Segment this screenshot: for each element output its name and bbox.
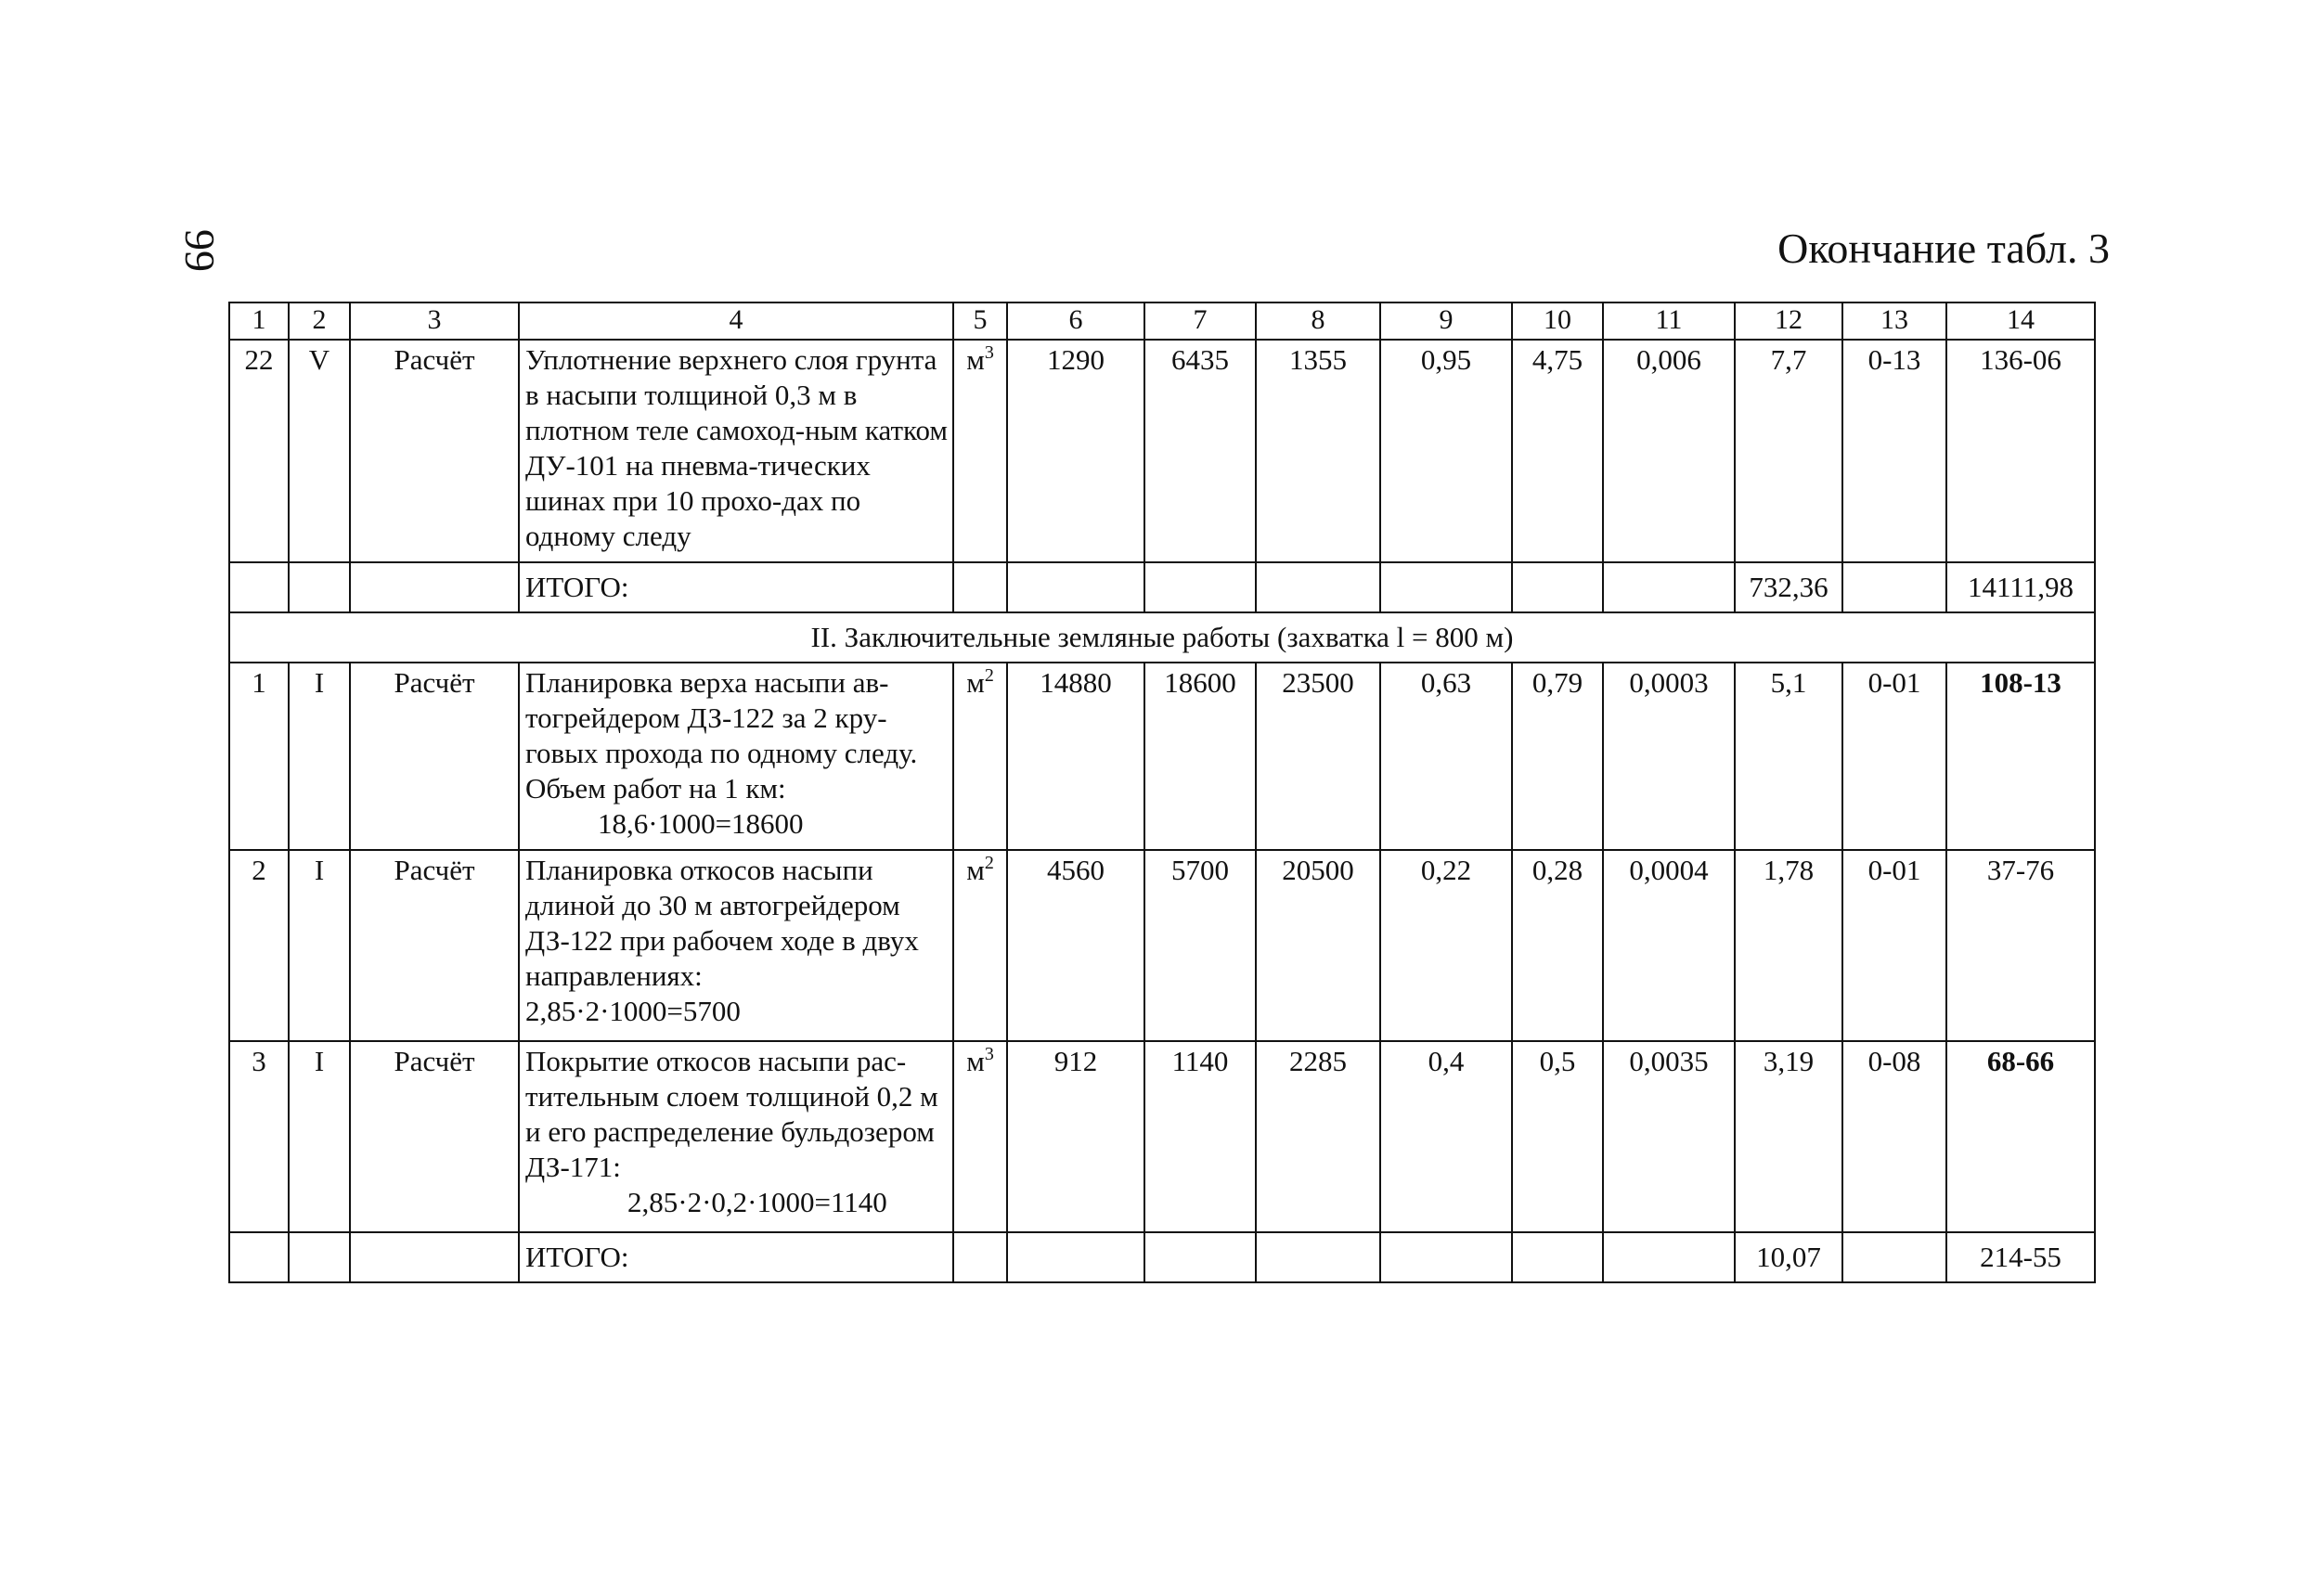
value-cell: 0,006 [1603, 340, 1735, 562]
work-description [519, 340, 953, 562]
total-value: 214-55 [1946, 1232, 2095, 1282]
value-cell: 0,79 [1512, 663, 1603, 850]
row-number: 22 [229, 340, 289, 562]
value-cell: 0-01 [1842, 663, 1946, 850]
total-value: 14111,98 [1946, 562, 2095, 612]
header-cell: 13 [1842, 302, 1946, 340]
unit-text: м [966, 343, 985, 376]
category-cell: I [289, 663, 350, 850]
value-cell: 0,0035 [1603, 1041, 1735, 1232]
value-cell: 0-08 [1842, 1041, 1946, 1232]
value-cell: 23500 [1256, 663, 1380, 850]
total-value: 732,36 [1735, 562, 1842, 612]
value-cell: 0,0003 [1603, 663, 1735, 850]
header-cell: 4 [519, 302, 953, 340]
description-text: Планировка откосов насыпи длиной до 30 м автогрейдером ДЗ-122 при рабочем ходе в двух направлениях: [525, 854, 919, 992]
value-cell: 5,1 [1735, 663, 1842, 850]
row-number: 2 [229, 850, 289, 1041]
page-number: 99 [176, 229, 224, 272]
value-cell: 0-01 [1842, 850, 1946, 1041]
unit-text: м [966, 1045, 985, 1077]
value-cell: 0,0004 [1603, 850, 1735, 1041]
value-cell: 1140 [1144, 1041, 1256, 1232]
header-cell: 9 [1380, 302, 1512, 340]
value-cell: 0-13 [1842, 340, 1946, 562]
category-cell: I [289, 850, 350, 1041]
table-row [229, 1041, 2095, 1232]
category-cell: V [289, 340, 350, 562]
header-cell: 12 [1735, 302, 1842, 340]
work-description [519, 1041, 953, 1232]
estimate-table [228, 302, 2096, 1283]
total-row [229, 1232, 2095, 1282]
value-cell: 0,63 [1380, 663, 1512, 850]
total-label: ИТОГО: [519, 1232, 953, 1282]
value-cell: 136-06 [1946, 340, 2095, 562]
table-row [229, 663, 2095, 850]
description-text: Уплотнение верхнего слоя грунта в насыпи толщиной 0,3 м в плотном теле самоход-ным катком ДУ-101 на пневма-тических шинах при 10 прохо-дах по одному следу [525, 343, 949, 552]
work-description [519, 663, 953, 850]
value-cell: 6435 [1144, 340, 1256, 562]
volume-formula: 2,85·2·1000=5700 [525, 995, 741, 1027]
value-cell: 0,5 [1512, 1041, 1603, 1232]
unit-cell [953, 1041, 1007, 1232]
row-number: 3 [229, 1041, 289, 1232]
unit-text: м [966, 666, 985, 699]
row-number: 1 [229, 663, 289, 850]
value-cell: 108-13 [1946, 663, 2095, 850]
header-cell: 8 [1256, 302, 1380, 340]
value-cell: 0,95 [1380, 340, 1512, 562]
total-row [229, 562, 2095, 612]
table-row [229, 340, 2095, 562]
description-text: Покрытие откосов насыпи рас-тительным слоем толщиной 0,2 м и его распределение бульдозером ДЗ-171: [525, 1045, 938, 1183]
header-cell: 10 [1512, 302, 1603, 340]
header-cell: 6 [1007, 302, 1144, 340]
unit-exponent: 2 [984, 665, 994, 686]
basis-cell: Расчёт [350, 1041, 519, 1232]
table-row [229, 850, 2095, 1041]
section-title-row [229, 612, 2095, 663]
value-cell: 0,4 [1380, 1041, 1512, 1232]
unit-exponent: 2 [984, 853, 994, 873]
value-cell: 4560 [1007, 850, 1144, 1041]
section-title: II. Заключительные земляные работы (захватка l = 800 м) [229, 612, 2095, 663]
unit-cell [953, 663, 1007, 850]
value-cell: 18600 [1144, 663, 1256, 850]
value-cell: 5700 [1144, 850, 1256, 1041]
header-cell: 2 [289, 302, 350, 340]
value-cell: 3,19 [1735, 1041, 1842, 1232]
value-cell: 37-76 [1946, 850, 2095, 1041]
value-cell: 14880 [1007, 663, 1144, 850]
value-cell: 20500 [1256, 850, 1380, 1041]
basis-cell: Расчёт [350, 663, 519, 850]
header-row [229, 302, 2095, 340]
basis-cell: Расчёт [350, 850, 519, 1041]
unit-exponent: 3 [984, 1044, 994, 1064]
header-cell: 14 [1946, 302, 2095, 340]
value-cell: 4,75 [1512, 340, 1603, 562]
unit-exponent: 3 [984, 342, 994, 363]
value-cell: 1,78 [1735, 850, 1842, 1041]
unit-cell [953, 850, 1007, 1041]
table-caption: Окончание табл. 3 [1777, 225, 2110, 272]
work-description [519, 850, 953, 1041]
value-cell: 7,7 [1735, 340, 1842, 562]
description-text: Планировка верха насыпи ав-тогрейдером ДЗ-122 за 2 кру-говых прохода по одному следу. Объем работ на 1 км: [525, 666, 918, 804]
total-value: 10,07 [1735, 1232, 1842, 1282]
total-label: ИТОГО: [519, 562, 953, 612]
header-cell: 7 [1144, 302, 1256, 340]
header-cell: 11 [1603, 302, 1735, 340]
value-cell: 1355 [1256, 340, 1380, 562]
basis-cell: Расчёт [350, 340, 519, 562]
header-cell: 5 [953, 302, 1007, 340]
value-cell: 0,22 [1380, 850, 1512, 1041]
category-cell: I [289, 1041, 350, 1232]
value-cell: 912 [1007, 1041, 1144, 1232]
volume-formula: 18,6·1000=18600 [598, 807, 804, 840]
unit-text: м [966, 854, 985, 886]
header-cell: 3 [350, 302, 519, 340]
value-cell: 2285 [1256, 1041, 1380, 1232]
header-cell: 1 [229, 302, 289, 340]
volume-formula: 2,85·2·0,2·1000=1140 [627, 1186, 887, 1218]
unit-cell [953, 340, 1007, 562]
value-cell: 68-66 [1946, 1041, 2095, 1232]
value-cell: 0,28 [1512, 850, 1603, 1041]
value-cell: 1290 [1007, 340, 1144, 562]
